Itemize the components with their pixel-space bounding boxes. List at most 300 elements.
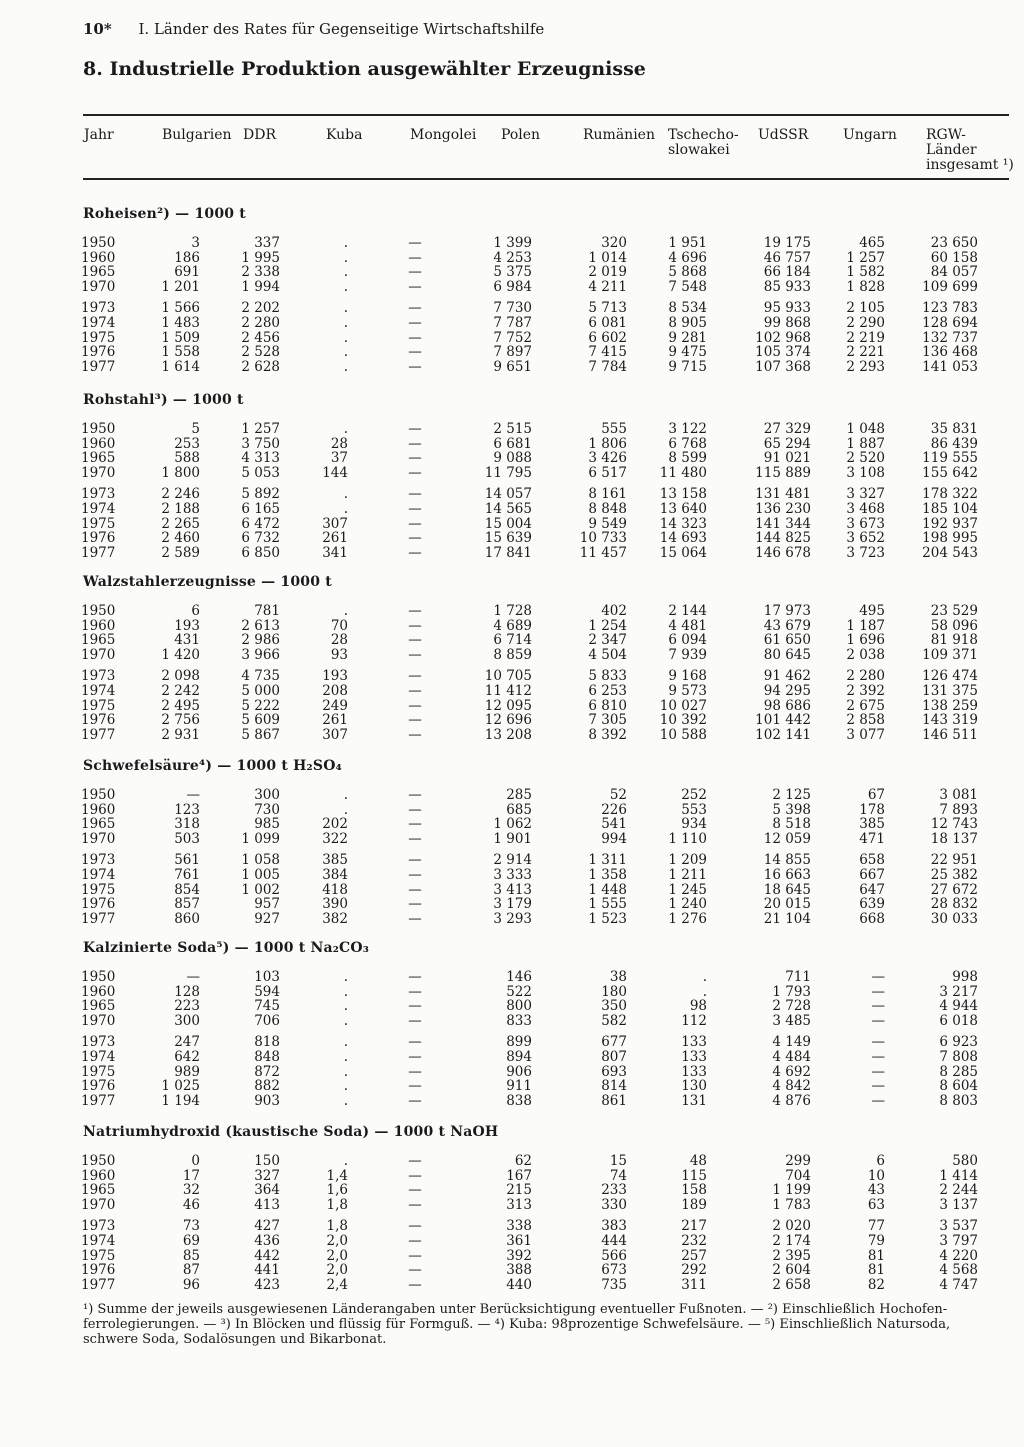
cell-mongolei: — bbox=[408, 896, 422, 913]
cell-ddr: 882 bbox=[254, 1078, 280, 1095]
cell-ddr: 1 994 bbox=[241, 278, 280, 295]
cell-bulgarien: 6 bbox=[191, 603, 200, 619]
cell-rgw: 204 543 bbox=[922, 544, 978, 561]
cell-udssr: 107 368 bbox=[755, 358, 811, 375]
cell-jahr: 1960 bbox=[81, 249, 116, 266]
cell-jahr: 1960 bbox=[81, 983, 116, 1000]
table-row bbox=[0, 619, 1024, 633]
cell-bulgarien: 318 bbox=[174, 816, 200, 833]
column-header-rumaenien: Rumänien bbox=[583, 127, 655, 143]
cell-ddr: 2 202 bbox=[241, 300, 280, 317]
cell-bulgarien: 2 242 bbox=[161, 683, 200, 699]
cell-tschechoslowakei: 7 548 bbox=[668, 278, 707, 295]
cell-polen: 12 696 bbox=[484, 712, 532, 729]
cell-jahr: 1965 bbox=[81, 264, 116, 281]
table-row bbox=[0, 1169, 1024, 1183]
cell-kuba: . bbox=[343, 1012, 348, 1029]
cell-ddr: 5 609 bbox=[241, 712, 280, 729]
cell-ungarn: 2 038 bbox=[846, 646, 885, 663]
cell-kuba: 261 bbox=[322, 712, 348, 729]
cell-rumaenien: 1 555 bbox=[588, 896, 627, 913]
cell-udssr: 12 059 bbox=[763, 830, 811, 847]
table-row bbox=[0, 466, 1024, 480]
cell-ddr: 300 bbox=[254, 787, 280, 803]
cell-ddr: 3 750 bbox=[241, 435, 280, 452]
cell-rgw: 580 bbox=[952, 1153, 978, 1169]
cell-udssr: 99 868 bbox=[763, 315, 811, 331]
cell-kuba: . bbox=[343, 1092, 348, 1109]
column-header-polen: Polen bbox=[501, 127, 541, 143]
cell-ddr: 6 850 bbox=[241, 544, 280, 561]
cell-mongolei: — bbox=[408, 683, 422, 699]
cell-ungarn: — bbox=[871, 969, 885, 985]
cell-udssr: 21 104 bbox=[763, 910, 811, 927]
cell-ddr: 848 bbox=[254, 1049, 280, 1065]
cell-polen: 4 253 bbox=[493, 249, 532, 266]
cell-rgw: 143 319 bbox=[922, 712, 978, 729]
cell-ddr: 2 986 bbox=[241, 632, 280, 649]
cell-kuba: 202 bbox=[322, 816, 348, 833]
cell-rumaenien: 4 504 bbox=[588, 646, 627, 663]
cell-tschechoslowakei: 8 599 bbox=[668, 450, 707, 467]
cell-polen: 146 bbox=[506, 969, 532, 985]
table-row bbox=[0, 970, 1024, 984]
table-row bbox=[0, 437, 1024, 451]
cell-udssr: 711 bbox=[785, 969, 811, 985]
cell-ungarn: 1 257 bbox=[846, 249, 885, 266]
cell-ddr: 781 bbox=[254, 603, 280, 619]
cell-rumaenien: 444 bbox=[601, 1233, 627, 1249]
cell-rgw: 4 944 bbox=[939, 998, 978, 1015]
column-header-udssr: UdSSR bbox=[758, 127, 809, 143]
cell-jahr: 1970 bbox=[81, 646, 116, 663]
cell-bulgarien: 989 bbox=[174, 1063, 200, 1080]
table-row bbox=[0, 1094, 1024, 1108]
cell-polen: 899 bbox=[506, 1034, 532, 1051]
cell-mongolei: — bbox=[408, 910, 422, 927]
cell-tschechoslowakei: 133 bbox=[681, 1049, 707, 1065]
cell-kuba: . bbox=[343, 264, 348, 281]
table-row bbox=[0, 451, 1024, 465]
cell-ddr: 3 966 bbox=[241, 646, 280, 663]
cell-bulgarien: 2 246 bbox=[161, 486, 200, 503]
cell-polen: 440 bbox=[506, 1276, 532, 1293]
cell-mongolei: — bbox=[408, 1196, 422, 1213]
cell-rgw: 30 033 bbox=[930, 910, 978, 927]
section-heading: Schwefelsäure⁴) — 1000 t H₂SO₄ bbox=[83, 758, 342, 774]
cell-jahr: 1976 bbox=[81, 712, 116, 729]
cell-kuba: . bbox=[343, 969, 348, 985]
cell-rgw: 155 642 bbox=[922, 464, 978, 481]
cell-kuba: . bbox=[343, 1034, 348, 1051]
table-row bbox=[0, 265, 1024, 279]
cell-ungarn: 668 bbox=[859, 910, 885, 927]
cell-rumaenien: 6 081 bbox=[588, 315, 627, 331]
cell-udssr: 2 020 bbox=[772, 1218, 811, 1235]
top-rule bbox=[83, 114, 1009, 116]
cell-polen: 3 413 bbox=[493, 881, 532, 898]
cell-rgw: 84 057 bbox=[930, 264, 978, 281]
cell-ddr: 1 257 bbox=[241, 421, 280, 437]
cell-udssr: 8 518 bbox=[772, 816, 811, 833]
cell-udssr: 18 645 bbox=[763, 881, 811, 898]
cell-polen: 685 bbox=[506, 801, 532, 818]
cell-rumaenien: 2 347 bbox=[588, 632, 627, 649]
table-row bbox=[0, 1183, 1024, 1197]
cell-bulgarien: 5 bbox=[191, 421, 200, 437]
cell-kuba: 384 bbox=[322, 867, 348, 883]
cell-bulgarien: 186 bbox=[174, 249, 200, 266]
cell-jahr: 1973 bbox=[81, 486, 116, 503]
table-row bbox=[0, 868, 1024, 882]
cell-jahr: 1976 bbox=[81, 1262, 116, 1279]
cell-bulgarien: 561 bbox=[174, 852, 200, 869]
cell-mongolei: — bbox=[408, 1218, 422, 1235]
table-row bbox=[0, 301, 1024, 315]
cell-bulgarien: 642 bbox=[174, 1049, 200, 1065]
cell-tschechoslowakei: 10 027 bbox=[659, 697, 707, 714]
cell-rumaenien: 350 bbox=[601, 998, 627, 1015]
cell-rumaenien: 555 bbox=[601, 421, 627, 437]
cell-polen: 6 681 bbox=[493, 435, 532, 452]
cell-ddr: 364 bbox=[254, 1182, 280, 1199]
cell-rumaenien: 10 733 bbox=[579, 530, 627, 547]
cell-rumaenien: 6 517 bbox=[588, 464, 627, 481]
table-row bbox=[0, 1249, 1024, 1263]
cell-rumaenien: 38 bbox=[609, 969, 627, 985]
table-row bbox=[0, 853, 1024, 867]
cell-ddr: 957 bbox=[254, 896, 280, 913]
cell-tschechoslowakei: 3 122 bbox=[668, 421, 707, 437]
cell-kuba: . bbox=[343, 1078, 348, 1095]
column-header-kuba: Kuba bbox=[326, 127, 363, 143]
cell-kuba: . bbox=[343, 235, 348, 251]
cell-rgw: 60 158 bbox=[930, 249, 978, 266]
cell-bulgarien: 1 566 bbox=[161, 300, 200, 317]
cell-tschechoslowakei: 189 bbox=[681, 1196, 707, 1213]
cell-tschechoslowakei: 8 905 bbox=[668, 315, 707, 331]
cell-mongolei: — bbox=[408, 486, 422, 503]
cell-rumaenien: 7 305 bbox=[588, 712, 627, 729]
cell-rumaenien: 6 810 bbox=[588, 697, 627, 714]
cell-kuba: 28 bbox=[330, 632, 348, 649]
cell-tschechoslowakei: 9 475 bbox=[668, 344, 707, 361]
cell-kuba: 2,0 bbox=[326, 1247, 348, 1264]
cell-kuba: . bbox=[343, 501, 348, 517]
cell-ddr: 442 bbox=[254, 1247, 280, 1264]
table-row bbox=[0, 604, 1024, 618]
cell-rgw: 146 511 bbox=[922, 726, 978, 743]
cell-udssr: 17 973 bbox=[763, 603, 811, 619]
cell-jahr: 1973 bbox=[81, 300, 116, 317]
cell-kuba: 261 bbox=[322, 530, 348, 547]
cell-jahr: 1950 bbox=[81, 603, 116, 619]
table-row bbox=[0, 1065, 1024, 1079]
cell-bulgarien: 2 495 bbox=[161, 697, 200, 714]
cell-ddr: 337 bbox=[254, 235, 280, 251]
cell-bulgarien: 253 bbox=[174, 435, 200, 452]
cell-rgw: 4 568 bbox=[939, 1262, 978, 1279]
table-row bbox=[0, 360, 1024, 374]
cell-ungarn: 77 bbox=[867, 1218, 885, 1235]
cell-polen: 361 bbox=[506, 1233, 532, 1249]
cell-rgw: 3 137 bbox=[939, 1196, 978, 1213]
cell-ungarn: 1 696 bbox=[846, 632, 885, 649]
table-row bbox=[0, 531, 1024, 545]
cell-ddr: 427 bbox=[254, 1218, 280, 1235]
cell-rgw: 8 604 bbox=[939, 1078, 978, 1095]
cell-polen: 12 095 bbox=[484, 697, 532, 714]
cell-udssr: 65 294 bbox=[763, 435, 811, 452]
cell-rumaenien: 693 bbox=[601, 1063, 627, 1080]
cell-ddr: 6 165 bbox=[241, 501, 280, 517]
cell-jahr: 1977 bbox=[81, 358, 116, 375]
cell-ddr: 594 bbox=[254, 983, 280, 1000]
cell-ungarn: — bbox=[871, 983, 885, 1000]
cell-ungarn: 67 bbox=[867, 787, 885, 803]
cell-ungarn: 1 187 bbox=[846, 617, 885, 634]
cell-jahr: 1974 bbox=[81, 683, 116, 699]
cell-ungarn: — bbox=[871, 998, 885, 1015]
cell-tschechoslowakei: 1 245 bbox=[668, 881, 707, 898]
cell-mongolei: — bbox=[408, 264, 422, 281]
cell-tschechoslowakei: 4 481 bbox=[668, 617, 707, 634]
cell-ungarn: 495 bbox=[859, 603, 885, 619]
cell-polen: 906 bbox=[506, 1063, 532, 1080]
cell-bulgarien: 1 483 bbox=[161, 315, 200, 331]
table-row bbox=[0, 699, 1024, 713]
cell-rumaenien: 735 bbox=[601, 1276, 627, 1293]
cell-mongolei: — bbox=[408, 358, 422, 375]
cell-udssr: 19 175 bbox=[763, 235, 811, 251]
cell-mongolei: — bbox=[408, 881, 422, 898]
cell-bulgarien: 854 bbox=[174, 881, 200, 898]
cell-bulgarien: 431 bbox=[174, 632, 200, 649]
table-row bbox=[0, 648, 1024, 662]
table-row bbox=[0, 788, 1024, 802]
cell-polen: 838 bbox=[506, 1092, 532, 1109]
cell-ddr: 706 bbox=[254, 1012, 280, 1029]
cell-rumaenien: 8 392 bbox=[588, 726, 627, 743]
cell-tschechoslowakei: 2 144 bbox=[668, 603, 707, 619]
cell-ungarn: 658 bbox=[859, 852, 885, 869]
cell-tschechoslowakei: 9 281 bbox=[668, 329, 707, 346]
cell-tschechoslowakei: 1 951 bbox=[668, 235, 707, 251]
cell-bulgarien: 123 bbox=[174, 801, 200, 818]
cell-ddr: 423 bbox=[254, 1276, 280, 1293]
cell-rgw: 132 737 bbox=[922, 329, 978, 346]
cell-tschechoslowakei: 934 bbox=[681, 816, 707, 833]
cell-jahr: 1950 bbox=[81, 1153, 116, 1169]
cell-jahr: 1965 bbox=[81, 632, 116, 649]
cell-polen: 7 787 bbox=[493, 315, 532, 331]
cell-ungarn: — bbox=[871, 1063, 885, 1080]
cell-rgw: 6 018 bbox=[939, 1012, 978, 1029]
cell-ungarn: 2 219 bbox=[846, 329, 885, 346]
cell-ddr: 1 099 bbox=[241, 830, 280, 847]
cell-jahr: 1976 bbox=[81, 344, 116, 361]
cell-mongolei: — bbox=[408, 867, 422, 883]
cell-udssr: 4 876 bbox=[772, 1092, 811, 1109]
cell-jahr: 1974 bbox=[81, 501, 116, 517]
table-row bbox=[0, 331, 1024, 345]
cell-rumaenien: 320 bbox=[601, 235, 627, 251]
cell-rumaenien: 541 bbox=[601, 816, 627, 833]
cell-bulgarien: 193 bbox=[174, 617, 200, 634]
cell-rumaenien: 582 bbox=[601, 1012, 627, 1029]
cell-bulgarien: 857 bbox=[174, 896, 200, 913]
cell-rgw: 28 832 bbox=[930, 896, 978, 913]
cell-mongolei: — bbox=[408, 1233, 422, 1249]
cell-rgw: 86 439 bbox=[930, 435, 978, 452]
cell-rumaenien: 226 bbox=[601, 801, 627, 818]
cell-ungarn: 465 bbox=[859, 235, 885, 251]
cell-jahr: 1970 bbox=[81, 278, 116, 295]
cell-mongolei: — bbox=[408, 712, 422, 729]
cell-rumaenien: 15 bbox=[609, 1153, 627, 1169]
cell-ungarn: 6 bbox=[876, 1153, 885, 1169]
cell-tschechoslowakei: 217 bbox=[681, 1218, 707, 1235]
cell-rumaenien: 1 311 bbox=[588, 852, 627, 869]
header-rule bbox=[83, 178, 1009, 180]
table-row bbox=[0, 1154, 1024, 1168]
cell-udssr: 101 442 bbox=[755, 712, 811, 729]
cell-rumaenien: 1 448 bbox=[588, 881, 627, 898]
cell-udssr: 95 933 bbox=[763, 300, 811, 317]
cell-kuba: 1,6 bbox=[326, 1182, 348, 1199]
cell-jahr: 1976 bbox=[81, 1078, 116, 1095]
cell-rgw: 27 672 bbox=[930, 881, 978, 898]
cell-rgw: 119 555 bbox=[922, 450, 978, 467]
cell-ddr: 872 bbox=[254, 1063, 280, 1080]
cell-mongolei: — bbox=[408, 421, 422, 437]
cell-bulgarien: 1 509 bbox=[161, 329, 200, 346]
cell-mongolei: — bbox=[408, 787, 422, 803]
cell-bulgarien: 2 460 bbox=[161, 530, 200, 547]
cell-kuba: 93 bbox=[330, 646, 348, 663]
cell-ungarn: — bbox=[871, 1078, 885, 1095]
cell-mongolei: — bbox=[408, 315, 422, 331]
cell-tschechoslowakei: 130 bbox=[681, 1078, 707, 1095]
cell-ddr: 2 613 bbox=[241, 617, 280, 634]
cell-mongolei: — bbox=[408, 983, 422, 1000]
cell-ungarn: 3 723 bbox=[846, 544, 885, 561]
cell-tschechoslowakei: 1 240 bbox=[668, 896, 707, 913]
cell-kuba: 249 bbox=[322, 697, 348, 714]
cell-tschechoslowakei: 131 bbox=[681, 1092, 707, 1109]
cell-udssr: 1 199 bbox=[772, 1182, 811, 1199]
cell-rgw: 141 053 bbox=[922, 358, 978, 375]
cell-ungarn: 667 bbox=[859, 867, 885, 883]
table-row bbox=[0, 912, 1024, 926]
cell-tschechoslowakei: 11 480 bbox=[659, 464, 707, 481]
cell-rgw: 198 995 bbox=[922, 530, 978, 547]
cell-ddr: 1 995 bbox=[241, 249, 280, 266]
cell-tschechoslowakei: 14 693 bbox=[659, 530, 707, 547]
cell-ddr: 5 867 bbox=[241, 726, 280, 743]
cell-udssr: 98 686 bbox=[763, 697, 811, 714]
cell-polen: 9 651 bbox=[493, 358, 532, 375]
cell-mongolei: — bbox=[408, 435, 422, 452]
cell-ddr: 103 bbox=[254, 969, 280, 985]
cell-ungarn: — bbox=[871, 1012, 885, 1029]
cell-polen: 313 bbox=[506, 1196, 532, 1213]
cell-rumaenien: 383 bbox=[601, 1218, 627, 1235]
cell-bulgarien: 96 bbox=[182, 1276, 200, 1293]
cell-polen: 1 728 bbox=[493, 603, 532, 619]
cell-mongolei: — bbox=[408, 697, 422, 714]
cell-rumaenien: 6 602 bbox=[588, 329, 627, 346]
cell-mongolei: — bbox=[408, 816, 422, 833]
table-row bbox=[0, 883, 1024, 897]
cell-rumaenien: 7 415 bbox=[588, 344, 627, 361]
cell-rumaenien: 52 bbox=[609, 787, 627, 803]
cell-ungarn: 639 bbox=[859, 896, 885, 913]
cell-kuba: 322 bbox=[322, 830, 348, 847]
cell-ungarn: 79 bbox=[867, 1233, 885, 1249]
cell-udssr: 20 015 bbox=[763, 896, 811, 913]
cell-rumaenien: 11 457 bbox=[579, 544, 627, 561]
cell-polen: 3 333 bbox=[493, 867, 532, 883]
cell-bulgarien: 87 bbox=[182, 1262, 200, 1279]
cell-udssr: 4 149 bbox=[772, 1034, 811, 1051]
cell-rgw: 35 831 bbox=[930, 421, 978, 437]
cell-rgw: 131 375 bbox=[922, 683, 978, 699]
cell-rumaenien: 1 254 bbox=[588, 617, 627, 634]
cell-rumaenien: 5 833 bbox=[588, 668, 627, 685]
cell-ddr: 2 456 bbox=[241, 329, 280, 346]
cell-rumaenien: 7 784 bbox=[588, 358, 627, 375]
cell-ungarn: 2 280 bbox=[846, 668, 885, 685]
cell-polen: 911 bbox=[506, 1078, 532, 1095]
cell-rumaenien: 1 014 bbox=[588, 249, 627, 266]
cell-polen: 15 639 bbox=[484, 530, 532, 547]
cell-mongolei: — bbox=[408, 1276, 422, 1293]
cell-bulgarien: 588 bbox=[174, 450, 200, 467]
cell-bulgarien: 691 bbox=[174, 264, 200, 281]
cell-mongolei: — bbox=[408, 668, 422, 685]
cell-ungarn: 471 bbox=[859, 830, 885, 847]
cell-jahr: 1950 bbox=[81, 421, 116, 437]
cell-jahr: 1960 bbox=[81, 1167, 116, 1184]
cell-tschechoslowakei: 232 bbox=[681, 1233, 707, 1249]
cell-polen: 17 841 bbox=[484, 544, 532, 561]
cell-jahr: 1950 bbox=[81, 969, 116, 985]
cell-bulgarien: 761 bbox=[174, 867, 200, 883]
cell-rgw: 109 371 bbox=[922, 646, 978, 663]
cell-mongolei: — bbox=[408, 515, 422, 532]
cell-udssr: 115 889 bbox=[755, 464, 811, 481]
cell-bulgarien: 300 bbox=[174, 1012, 200, 1029]
cell-kuba: 37 bbox=[330, 450, 348, 467]
cell-tschechoslowakei: 9 168 bbox=[668, 668, 707, 685]
cell-jahr: 1976 bbox=[81, 896, 116, 913]
cell-mongolei: — bbox=[408, 1049, 422, 1065]
cell-rumaenien: 994 bbox=[601, 830, 627, 847]
cell-ddr: 2 338 bbox=[241, 264, 280, 281]
cell-jahr: 1974 bbox=[81, 1049, 116, 1065]
cell-tschechoslowakei: . bbox=[702, 983, 707, 1000]
cell-udssr: 141 344 bbox=[755, 515, 811, 532]
cell-ddr: 2 628 bbox=[241, 358, 280, 375]
cell-ddr: 150 bbox=[254, 1153, 280, 1169]
cell-rumaenien: 1 523 bbox=[588, 910, 627, 927]
cell-ungarn: 385 bbox=[859, 816, 885, 833]
cell-polen: 6 984 bbox=[493, 278, 532, 295]
table-row bbox=[0, 1014, 1024, 1028]
cell-rumaenien: 9 549 bbox=[588, 515, 627, 532]
cell-rgw: 2 244 bbox=[939, 1182, 978, 1199]
